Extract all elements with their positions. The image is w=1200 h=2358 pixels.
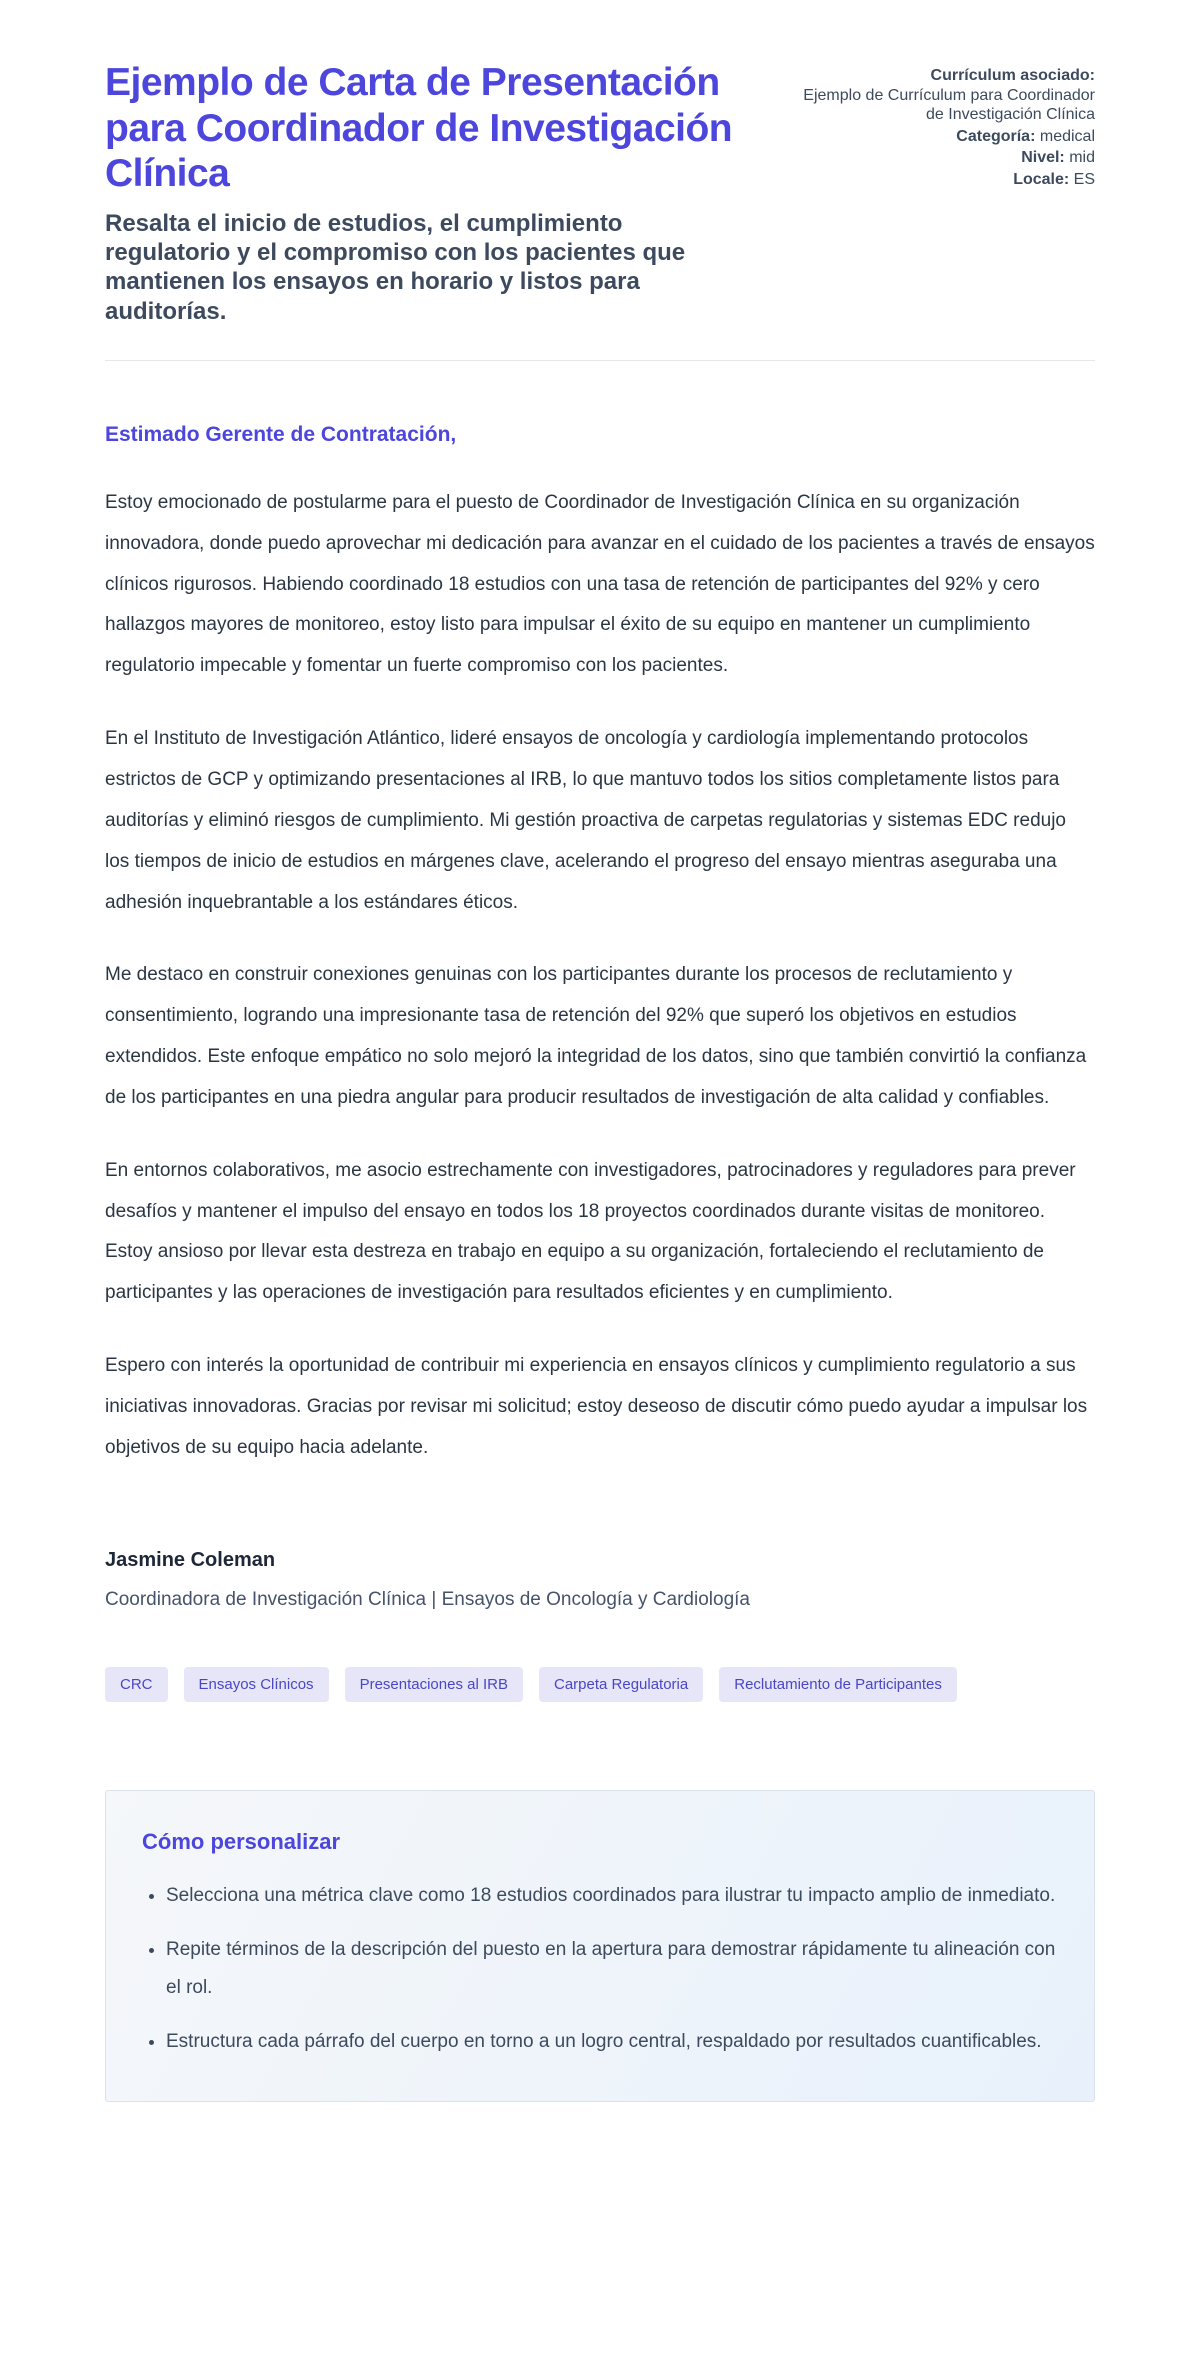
category-label: Categoría:: [956, 127, 1036, 145]
content-column: [105, 0, 1095, 2162]
tip-item: • Selecciona una métrica clave como 18 estudios coordinados para ilustrar tu impacto amplio de inmediato.: [166, 1877, 1058, 1915]
letter-paragraph: En el Instituto de Investigación Atlántico, lideré ensayos de oncología y cardiología implementando protocolos estrictos de GCP y optimizando presentaciones al IRB, lo que mantuvo todos los sitios completamente listos para auditorías y eliminó riesgos de cumplimiento. Mi gestión proactiva de carpetas regulatorias y sistemas EDC redujo los tiempos de inicio de estudios en márgenes clave, acelerando el progreso del ensayo mientras aseguraba una adhesión inquebrantable a los estándares éticos.: [105, 728, 1066, 913]
meta-category-line: [795, 127, 1095, 147]
tip-item: • Estructura cada párrafo del cuerpo en torno a un logro central, respaldado por resultados cuantificables.: [166, 2023, 1058, 2061]
tag-pill[interactable]: Carpeta Regulatoria: [539, 1667, 703, 1702]
tag-pill[interactable]: Reclutamiento de Participantes: [719, 1667, 957, 1702]
meta-level-line: [795, 148, 1095, 168]
customization-tips-box: [105, 1790, 1095, 2102]
tip-item: • Repite términos de la descripción del puesto en la apertura para demostrar rápidamente tu alineación con el rol.: [166, 1931, 1058, 2007]
letter-paragraph: Estoy emocionado de postularme para el puesto de Coordinador de Investigación Clínica en su organización innovadora, donde puedo aprovechar mi dedicación para avanzar en el cuidado de los pacientes a través de ensayos clínicos rigurosos. Habiendo coordinado 18 estudios con una tasa de retención de participantes del 92% y cero hallazgos mayores de monitoreo, estoy listo para impulsar el éxito de su equipo en mantener un cumplimiento regulatorio impecable y fomentar un fuerte compromiso con los pacientes.: [105, 491, 1095, 677]
tag-pill[interactable]: Ensayos Clínicos: [184, 1667, 329, 1702]
level-label: Nivel:: [1021, 149, 1065, 167]
tag-pill[interactable]: CRC: [105, 1667, 168, 1702]
tips-list: [142, 1877, 1058, 2061]
signature-name: Jasmine Coleman: [105, 1548, 276, 1571]
header-divider: [105, 360, 1095, 361]
meta-locale-line: [795, 170, 1095, 190]
header-meta: [795, 60, 1095, 189]
associated-resume-label: Currículum asociado:: [930, 67, 1095, 84]
letter-greeting: Estimado Gerente de Contratación,: [105, 422, 457, 446]
tag-list: [105, 1667, 1095, 1702]
signature-role: Coordinadora de Investigación Clínica | Ensayos de Oncología y Cardiología: [105, 1588, 750, 1610]
page-subtitle: Resalta el inicio de estudios, el cumplimiento regulatorio y el compromiso con los pacientes que mantienen los ensayos en horario y listos para auditorías.: [105, 209, 686, 325]
category-value: medical: [1039, 127, 1095, 145]
letter-paragraph: En entornos colaborativos, me asocio estrechamente con investigadores, patrocinadores y reguladores para prever desafíos y mantener el impulso del ensayo en todos los 18 proyectos coordinados durante visitas de monitoreo. Estoy ansioso por llevar esta destreza en trabajo en equipo a su organización, fortaleciendo el reclutamiento de participantes y las operaciones de investigación para resultados eficientes y en cumplimiento.: [105, 1159, 1076, 1304]
header-text-block: [105, 60, 750, 326]
locale-label: Locale:: [1013, 170, 1070, 188]
locale-value: ES: [1073, 170, 1095, 188]
header: [105, 60, 1095, 326]
page-title: Ejemplo de Carta de Presentación para Coordinador de Investigación Clínica: [105, 61, 733, 196]
associated-resume-link[interactable]: Ejemplo de Currículum para Coordinador de Investigación Clínica: [803, 86, 1095, 124]
tips-title: Cómo personalizar: [142, 1828, 341, 1854]
level-value: mid: [1069, 149, 1095, 167]
letter-body: [105, 423, 1095, 1611]
tag-pill[interactable]: Presentaciones al IRB: [345, 1667, 523, 1702]
letter-paragraph: Me destaco en construir conexiones genuinas con los participantes durante los procesos de reclutamiento y consentimiento, logrando una impresionante tasa de retención del 92% que superó los objetivos en estudios extendidos. Este enfoque empático no solo mejoró la integridad de los datos, sino que también convirtió la confianza de los participantes en una piedra angular para producir resultados de investigación de alta calidad y confiables.: [105, 964, 1087, 1108]
letter-paragraph: Espero con interés la oportunidad de contribuir mi experiencia en ensayos clínicos y cumplimiento regulatorio a sus iniciativas innovadoras. Gracias por revisar mi solicitud; estoy deseoso de discutir cómo puedo ayudar a impulsar los objetivos de su equipo hacia adelante.: [105, 1355, 1088, 1458]
signature-block: [105, 1549, 1095, 1611]
